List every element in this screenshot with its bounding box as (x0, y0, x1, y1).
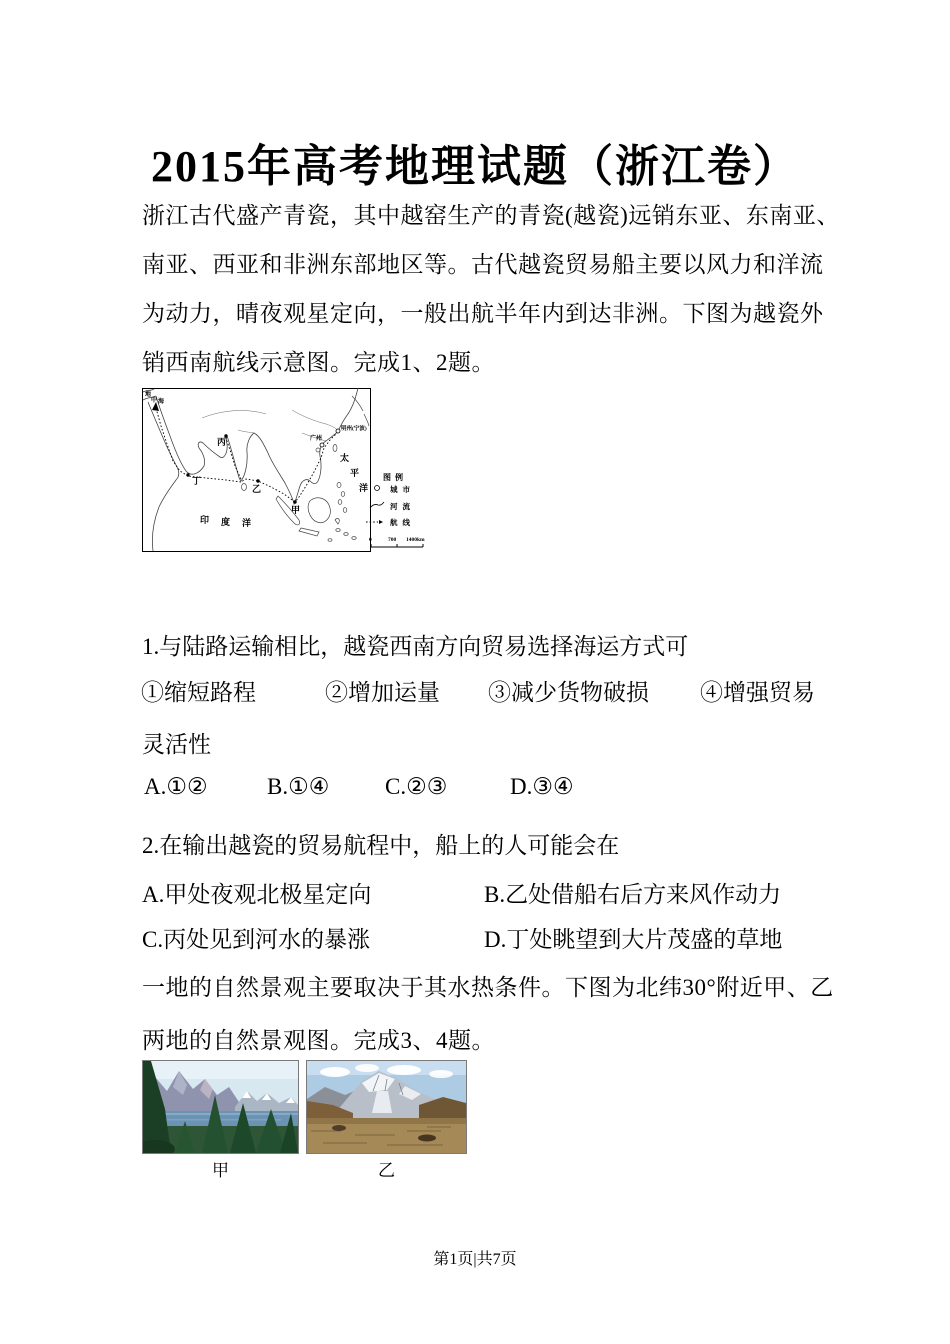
q1-option-4-overflow: 灵活性 (142, 732, 211, 757)
q1-answer-a: A.①② (144, 774, 208, 799)
label-point-ding: 丁 (192, 476, 202, 486)
intro2-line1: 一地的自然景观主要取决于其水热条件。下图为北纬30°附近甲、乙 (142, 975, 834, 1000)
city-marker-icon (375, 486, 380, 491)
route-map-svg (142, 388, 439, 560)
scale-tick-0: 0 (369, 537, 372, 543)
svg-text:度: 度 (221, 517, 231, 527)
intro1-line1: 浙江古代盛产青瓷，其中越窑生产的青瓷(越瓷)远销东亚、东南亚、 (142, 203, 840, 228)
q2-answer-b: B.乙处借船右后方来风作动力 (484, 882, 782, 907)
page-title: 2015年高考地理试题（浙江卷） (151, 142, 799, 191)
q2-answer-a: A.甲处夜观北极星定向 (142, 882, 372, 907)
q1-option-4: ④增强贸易 (700, 680, 815, 705)
route-map-figure (142, 388, 439, 560)
label-guangzhou: 广州 (310, 436, 323, 442)
svg-text:地: 地 (145, 392, 152, 398)
q1-option-3: ③减少货物破损 (488, 680, 649, 705)
intro1-line3: 为动力，晴夜观星定向，一般出航半年内到达非洲。下图为越瓷外 (142, 301, 824, 326)
label-point-jia: 甲 (291, 505, 301, 515)
svg-text:平: 平 (350, 468, 360, 478)
q1-answer-c: C.②③ (385, 774, 448, 799)
photo-yi-landscape (306, 1060, 467, 1154)
photo-jia-image (143, 1061, 298, 1153)
intro1-line2: 南亚、西亚和非洲东部地区等。古代越瓷贸易船主要以风力和洋流 (142, 252, 824, 277)
intro2-line2: 两地的自然景观图。完成3、4题。 (142, 1028, 495, 1053)
svg-text:中: 中 (151, 398, 158, 404)
svg-text:洋: 洋 (359, 483, 369, 493)
scale-bar (371, 544, 423, 547)
svg-text:洋: 洋 (242, 518, 252, 528)
q1-stem: 1.与陆路运输相比，越瓷西南方向贸易选择海运方式可 (142, 634, 689, 659)
q1-answer-d: D.③④ (510, 774, 574, 799)
map-border (143, 389, 371, 552)
legend-route-label: 航线 (390, 518, 415, 527)
legend-title: 图例 (383, 473, 407, 482)
intro1-line4: 销西南航线示意图。完成1、2题。 (142, 350, 495, 375)
label-point-yi: 乙 (252, 484, 262, 494)
city-marker-mingzhou (336, 429, 340, 433)
q1-option-2: ②增加运量 (325, 680, 440, 705)
photo-jia-landscape (142, 1060, 299, 1154)
label-mingzhou: 明州(宁波) (341, 426, 367, 432)
q2-stem: 2.在输出越瓷的贸易航程中，船上的人可能会在 (142, 833, 620, 858)
svg-text:太: 太 (340, 453, 350, 463)
photo-yi-caption: 乙 (378, 1161, 395, 1180)
q2-answer-c: C.丙处见到河水的暴涨 (142, 927, 371, 952)
page-footer: 第1页|共7页 (433, 1251, 517, 1268)
q1-option-1: ①缩短路程 (141, 680, 256, 705)
route-icon-arrowhead (379, 520, 383, 524)
svg-text:印: 印 (200, 515, 210, 525)
svg-text:海: 海 (158, 399, 165, 405)
photo-jia-caption: 甲 (212, 1161, 229, 1180)
q1-answer-b: B.①④ (267, 774, 330, 799)
scale-tick-1400: 1400km (406, 537, 425, 543)
label-point-bing: 丙 (217, 437, 227, 447)
map-legend (366, 472, 425, 547)
legend-river-label: 河流 (390, 502, 415, 511)
scale-tick-700: 700 (388, 537, 397, 543)
river-icon (370, 502, 384, 508)
photo-yi-image (307, 1061, 466, 1153)
legend-city-label: 城市 (390, 485, 415, 494)
q2-answer-d: D.丁处眺望到大片茂盛的草地 (484, 927, 783, 952)
city-marker-guangzhou (320, 443, 324, 447)
